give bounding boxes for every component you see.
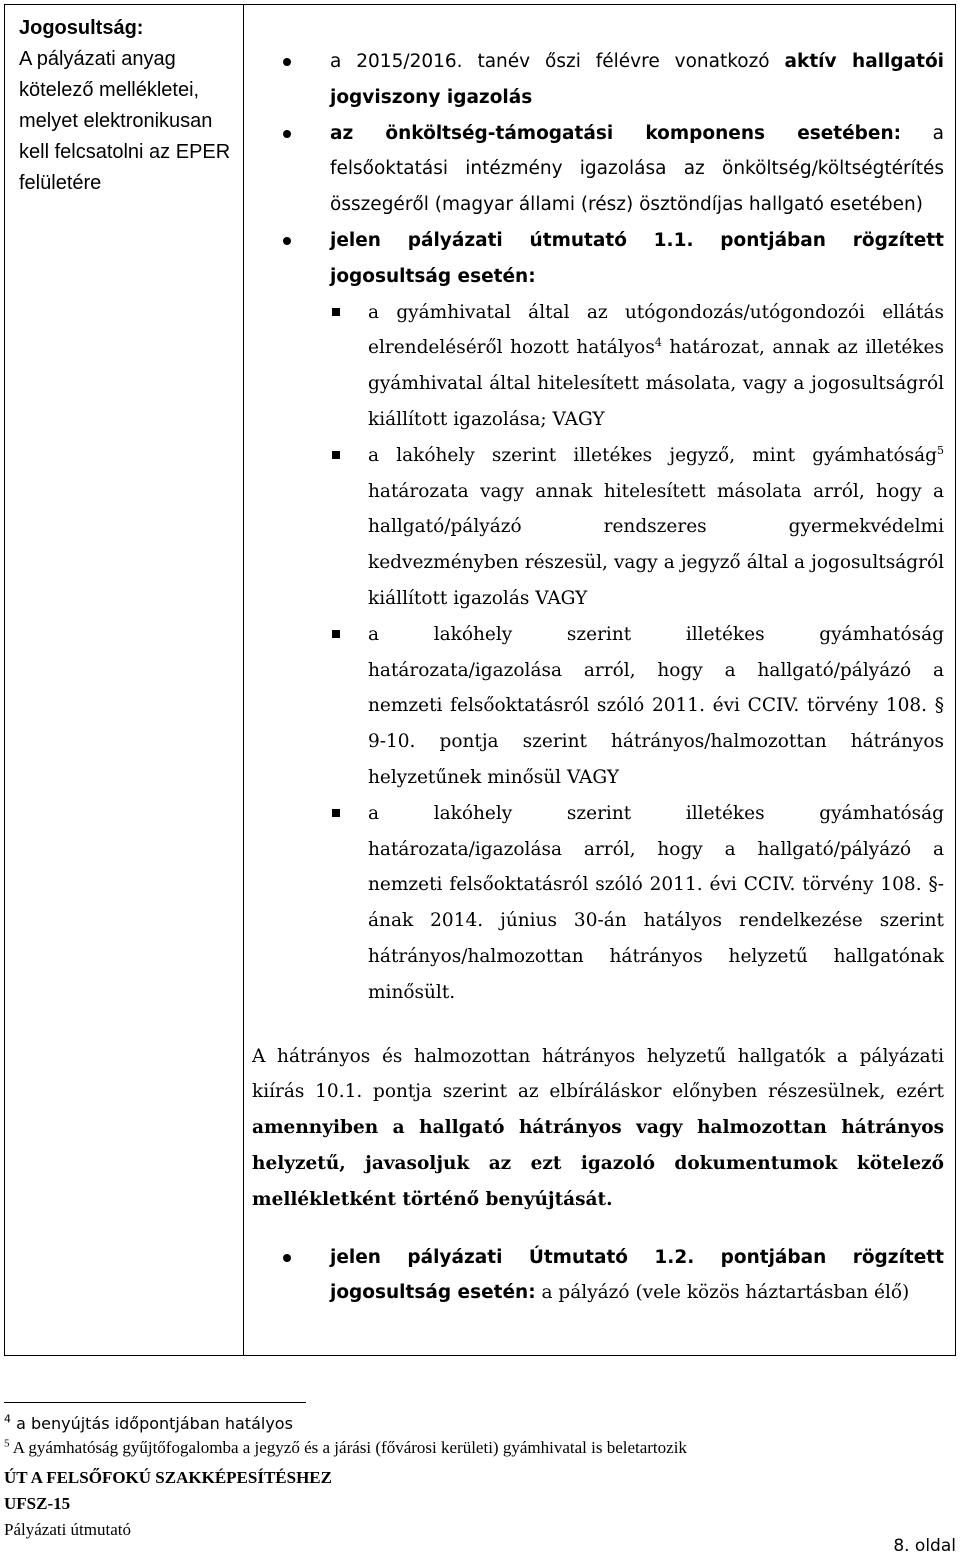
sub-item (330, 796, 944, 1011)
footnote-ref: 4 (654, 336, 662, 350)
page-number: 8. oldal (893, 1536, 956, 1556)
sub-item (330, 617, 944, 796)
bullet-item (252, 1240, 944, 1312)
footnote-number: 5 (4, 1437, 10, 1450)
footer-program-name: ÚT A FELSŐFOKÚ SZAKKÉPESÍTÉSHEZ (4, 1468, 332, 1487)
sub-item-text: a lakóhely szerint illetékes gyámhatóság határozata/igazolása arról, hogy a hallgató/pályázó a nemzeti felsőoktatásról szóló 2011. évi CCIV. törvény 108. § 9-10. pontja szerint hátrányos/halmozottan hátrányos helyzetűnek minősül VAGY (368, 623, 944, 788)
sub-item-text: határozata vagy annak hitelesített másolata arról, hogy a hallgató/pályázó rendszeres gyermekvédelmi kedvezményben részesül, vagy a jegyző által a jogosultságról kiállított igazolás VAGY (368, 480, 944, 609)
paragraph-text: A hátrányos és halmozottan hátrányos helyzetű hallgatók a pályázati kiírás 10.1. pontja szerint az elbíráláskor előnyben részesülnek, ezért (252, 1045, 944, 1103)
sub-item-text: a lakóhely szerint illetékes gyámhatóság határozata/igazolása arról, hogy a hallgató/pályázó a nemzeti felsőoktatásról szóló 2011. évi CCIV. törvény 108. §-ának 2014. június 30-án hatályos rendelkezése szerint hátrányos/halmozottan hátrányos helyzetű hallgatónak minősült. (368, 802, 944, 1003)
footer-code: UFSZ-15 (4, 1494, 71, 1513)
bullet-item (252, 116, 944, 223)
sub-item-text: határozat, annak az illetékes gyámhivatal által hitelesített másolata, vagy a jogosultságról kiállított igazolása; VAGY (368, 337, 944, 430)
bullet-text: a pályázó (vele közös háztartásban élő) (535, 1282, 910, 1304)
footer-doc-title: Pályázati útmutató (4, 1520, 131, 1539)
bullet-bold-text: jelen pályázati útmutató 1.1. pontjában rögzített jogosultság esetén: (330, 229, 944, 287)
sub-item-text: a lakóhely szerint illetékes jegyző, mint gyámhatóság (368, 444, 937, 466)
page-footer (4, 1465, 954, 1543)
bullet-bold-text: aktív hallgatói jogviszony igazolás (330, 51, 945, 108)
bullet-list (252, 44, 944, 295)
sub-item-text: a gyámhivatal által az utógondozás/utógondozói ellátás elrendeléséről hozott hatályos (368, 301, 944, 359)
footnote-5 (4, 1436, 954, 1460)
left-cell-title: Jogosultság: (19, 17, 144, 39)
sub-list (252, 295, 944, 1011)
footnotes (4, 1412, 954, 1460)
bullet-text: a felsőoktatási intézmény igazolása az önköltség/költségtérítés összegéről (magyar állami (rész) ösztöndíjas hallgató esetében) (330, 122, 944, 216)
footnote-number: 4 (4, 1412, 11, 1426)
bullet-text: a 2015/2016. tanév őszi félévre vonatkozó (330, 51, 785, 72)
bullet-list-2 (252, 1240, 944, 1312)
footnote-4 (4, 1412, 954, 1436)
left-cell (19, 13, 239, 199)
footnote-text: A gyámhatóság gyűjtőfogalomba a jegyző és a járási (fővárosi kerületi) gyámhivatal is beletartozik (9, 1438, 687, 1457)
footnote-separator (4, 1402, 306, 1403)
footnote-text: a benyújtás időpontjában hatályos (11, 1414, 293, 1433)
advantage-paragraph (252, 1039, 944, 1218)
right-cell (252, 44, 944, 1311)
paragraph-bold-text: amennyiben a hallgató hátrányos vagy halmozottan hátrányos helyzetű, javasoljuk az ezt igazoló dokumentumok kötelező mellékletként történő benyújtását. (252, 1117, 944, 1210)
footnote-ref: 5 (937, 443, 944, 457)
bullet-item (252, 44, 944, 116)
sub-item (330, 438, 944, 617)
bullet-bold-text: az önköltség-támogatási komponens esetében: (330, 122, 902, 144)
bullet-bold-text: jelen pályázati Útmutató 1.2. pontjában rögzített jogosultság esetén: (330, 1246, 944, 1304)
sub-item (330, 295, 944, 438)
column-divider (243, 5, 244, 1355)
left-cell-body: A pályázati anyag kötelező mellékletei, melyet elektronikusan kell felcsatolni az EPER felületére (19, 48, 231, 194)
bullet-item (252, 223, 944, 295)
